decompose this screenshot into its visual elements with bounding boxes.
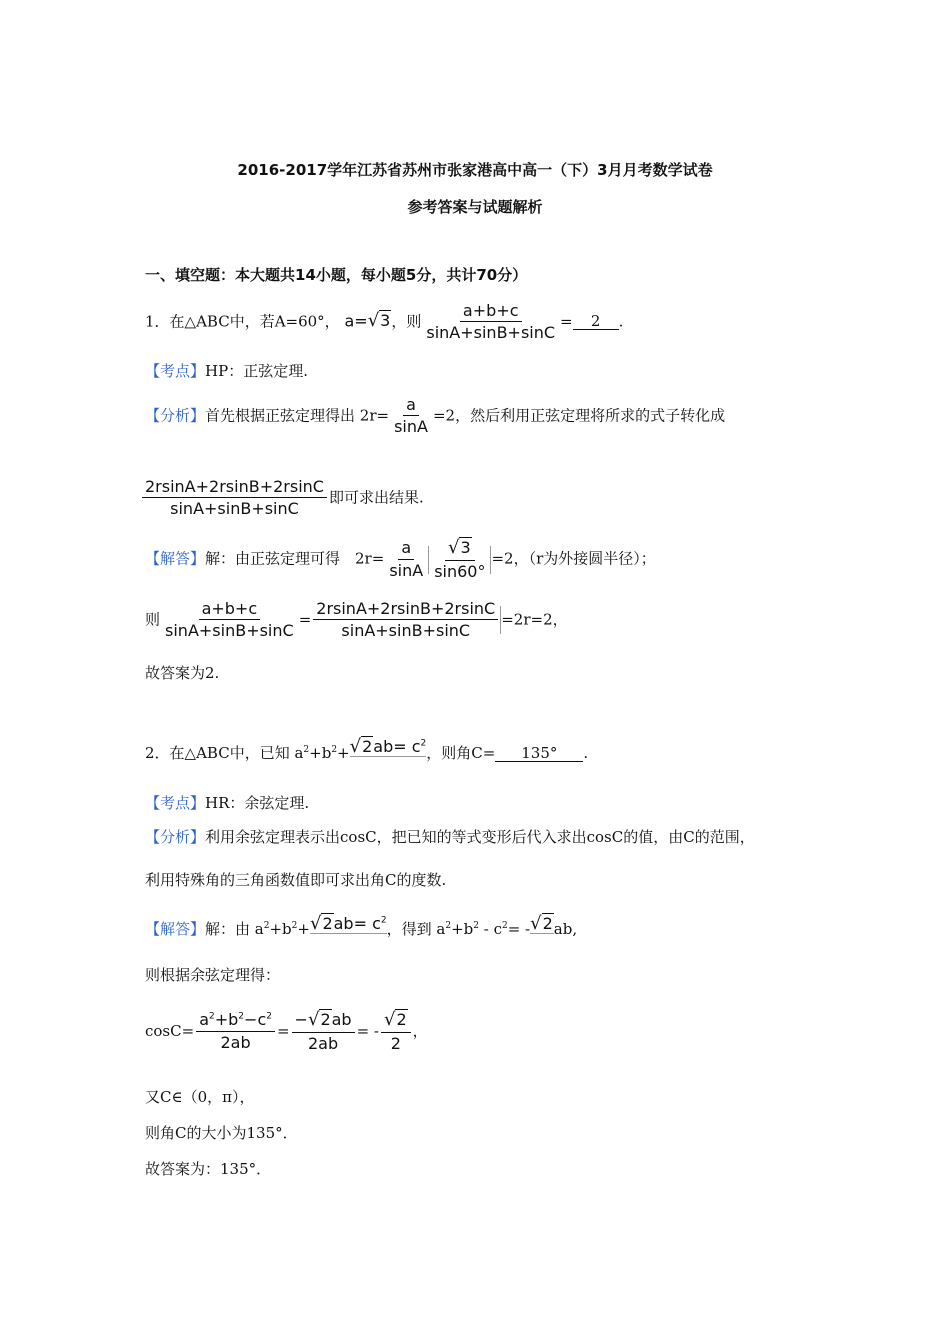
q2-end: . bbox=[583, 744, 589, 762]
q1-eq: = bbox=[560, 312, 573, 331]
q2-range: 又C∈（0，π）， bbox=[145, 1088, 255, 1106]
q1-jieda-text-a: 解：由正弦定理可得 2r= bbox=[205, 549, 385, 568]
q1-jieda bbox=[145, 538, 656, 581]
q2-kaodian-text: HR：余弦定理. bbox=[205, 794, 310, 812]
q1-fenxi-text-c: 即可求出结果. bbox=[328, 488, 424, 507]
q1-kaodian bbox=[145, 364, 308, 379]
q1-then: ，则 bbox=[391, 312, 422, 331]
q2-stem-formula: $√2ab= c^2$ bbox=[349, 736, 427, 757]
q1-kaodian-text: HP：正弦定理. bbox=[205, 362, 308, 380]
q1-fraction: $\frac{a+b+c}{\sin A+\sin B+\sin C}$ bbox=[426, 301, 556, 343]
q1-fenxi-text-b: =2，然后利用正弦定理将所求的式子转化成 bbox=[432, 406, 726, 425]
q2-cos: cosC= $\frac{a^2+b^2-c^2}{2ab}$ = $\frac{-√2ab}{2ab}$ = - $\frac{√2}{2}$ ， bbox=[145, 1009, 428, 1053]
q1-jieda-fraction2: $\frac{√3}{\sin 60^\circ}$ bbox=[434, 537, 486, 581]
q1-sqrt3: √3 bbox=[367, 310, 391, 332]
q2-tag-fenxi: 【分析】 bbox=[145, 828, 206, 846]
q1-ratio-eq: = bbox=[298, 610, 312, 629]
q2-conclusion: 故答案为：135°． bbox=[145, 1160, 272, 1178]
q2-cos-fraction1: $\frac{a^2+b^2-c^2}{2ab}$ bbox=[196, 1011, 275, 1052]
q2-stem-b: +b bbox=[309, 744, 332, 762]
q1-ratio-fraction2: $\frac{2rsinA+2rsinB+2rsinC}{\sin A+\sin B+\sin C}$ bbox=[313, 600, 498, 641]
q2-cos-lhs: cosC= bbox=[145, 1022, 195, 1041]
page-title: 2016-2017学年江苏省苏州市张家港高中高一（下）3月月考数学试卷 bbox=[237, 161, 713, 179]
q2-stem bbox=[145, 736, 589, 762]
q2-fenxi-text-1: 利用余弦定理表示出cosC，把已知的等式变形后代入求出cosC的值，由C的范围， bbox=[205, 828, 755, 846]
q2-rule: 则根据余弦定理得： bbox=[145, 966, 281, 984]
page-subtitle: 参考答案与试题解析 bbox=[407, 198, 543, 216]
q2-jieda-f: ab, bbox=[553, 920, 578, 938]
q1-fenxi-fraction: $\frac{a}{\sin A}$ bbox=[394, 395, 428, 437]
section-heading: 一、填空题：本大题共14小题，每小题5分，共计70分） bbox=[145, 266, 528, 284]
q2-sup-2: 2 bbox=[331, 745, 338, 755]
q2-stem-c: + bbox=[337, 744, 350, 762]
q2-jieda-formula: $√2ab= c^2$ bbox=[309, 913, 387, 934]
q2-jieda-b: ，得到 a bbox=[386, 920, 446, 938]
q2-jieda-sqrt2: √2 bbox=[530, 913, 553, 934]
q2-tag-kaodian: 【考点】 bbox=[145, 794, 206, 812]
q1-fenxi-cont bbox=[140, 478, 424, 519]
q2-fenxi-line2: 利用特殊角的三角函数值即可求出角C的度数. bbox=[145, 871, 447, 889]
q1-ratio-tail: =2r=2， bbox=[501, 610, 568, 629]
q1-tag-fenxi: 【分析】 bbox=[145, 406, 206, 425]
q1-end: . bbox=[618, 312, 624, 331]
q1-jieda-fraction1: $\frac{a}{\sin A}$ bbox=[389, 538, 424, 580]
q1-fenxi bbox=[145, 396, 725, 437]
q1-stem-text: 1．在△ABC中，若A=60°， bbox=[145, 312, 340, 331]
q2-cos-fraction3: $\frac{√2}{2}$ bbox=[381, 1010, 411, 1053]
q1-fenxi-fraction2: $\frac{2rsinA+2rsinB+2rsinC}{\sin A+\sin B+\sin C}$ bbox=[142, 478, 327, 519]
q1-answer-blank: 2 bbox=[573, 314, 619, 330]
q2-tag-jieda: 【解答】 bbox=[145, 920, 206, 938]
q2-sup-1: 2 bbox=[303, 745, 310, 755]
q1-ze: 则 bbox=[145, 610, 161, 629]
q1-fenxi-text-a: 首先根据正弦定理得出 2r= bbox=[205, 406, 390, 425]
q1-conclusion: 故答案为2. bbox=[145, 664, 220, 682]
q2-cos-fraction2: $\frac{-√2ab}{2ab}$ bbox=[292, 1010, 355, 1053]
q2-size: 则角C的大小为135°． bbox=[145, 1124, 298, 1142]
q1-tag-jieda: 【解答】 bbox=[145, 549, 206, 568]
q1-ratio bbox=[145, 600, 568, 641]
q2-answer-blank: 135° bbox=[495, 746, 583, 762]
q2-jieda-a: 解：由 a bbox=[205, 920, 264, 938]
q2-jieda: 【解答】解：由 $a^2+b^2+√2ab= c^2$，得到 $a^2+b^2 - c^2= -√2ab$, bbox=[145, 913, 578, 938]
q1-divider bbox=[428, 546, 429, 574]
q2-stem-a: 2．在△ABC中，已知 a bbox=[145, 744, 304, 762]
q1-tag-kaodian: 【考点】 bbox=[145, 362, 206, 380]
q2-fenxi bbox=[145, 830, 755, 845]
q1-stem bbox=[145, 302, 623, 343]
q1-ratio-fraction1: $\frac{a+b+c}{\sin A+\sin B+\sin C}$ bbox=[165, 599, 294, 641]
q1-a-eq: a= bbox=[344, 311, 368, 331]
q2-kaodian bbox=[145, 796, 309, 811]
q1-jieda-text-b: =2，（r为外接圆半径）； bbox=[491, 549, 656, 568]
q2-stem-d: ，则角C= bbox=[426, 744, 496, 762]
